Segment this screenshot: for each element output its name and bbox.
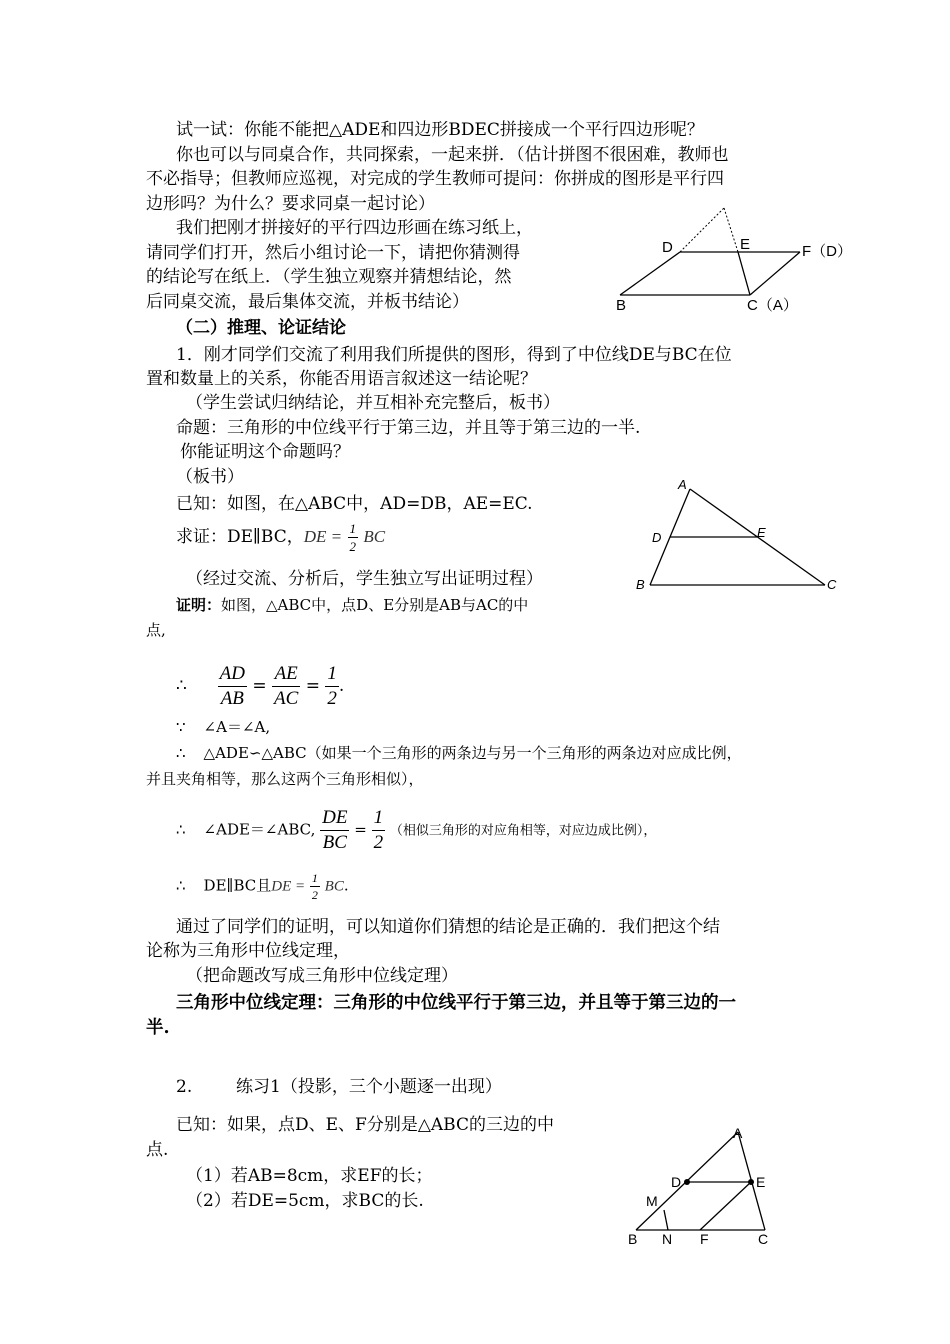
to-prove-lhs: DE = <box>303 527 343 546</box>
section2-line-1: 1．刚才同学们交流了利用我们所提供的图形，得到了中位线DE与BC在位 <box>176 345 732 365</box>
intro-line-7: 的结论写在纸上．（学生独立观察并猜想结论，然 <box>146 267 512 287</box>
label-E: E <box>757 525 766 540</box>
intro-line-1: 试一试：你能不能把△ADE和四边形BDEC拼接成一个平行四边形呢？ <box>176 120 704 140</box>
given: 已知：如图，在△ABC中，AD=DB，AE=EC. <box>176 494 533 514</box>
fraction-half-1: $\frac{1}{2}$ <box>327 663 337 709</box>
to-prove <box>176 522 385 553</box>
board-note: （板书） <box>176 467 244 487</box>
proof-step-3: ∴ △ADE∽△ABC（如果一个三角形的两条边与另一个三角形的两条边对应成比例， <box>176 744 742 762</box>
intro-line-5: 我们把刚才拼接好的平行四边形画在练习纸上， <box>176 218 533 238</box>
to-prove-prefix: 求证：DE∥BC， <box>176 527 304 547</box>
label-D: D <box>662 239 673 256</box>
proof-step-5: ∴ DE∥BC且DE = $\frac{1}{2}$ BC. <box>176 871 349 902</box>
label-A: A <box>733 1125 743 1141</box>
fraction-de-bc: $\frac{DE}{BC}$ <box>322 807 348 853</box>
label-E: E <box>756 1174 766 1190</box>
to-prove-rhs: BC <box>363 527 386 546</box>
proof-step-2: ∵ ∠A＝∠A, <box>176 718 271 736</box>
fraction-ae-ac: $\frac{AE}{AC}$ <box>274 663 299 709</box>
intro-line-3: 不必指导；但教师应巡视，对完成的学生教师可提问：你拼成的图形是平行四 <box>146 169 724 189</box>
label-C: C（A） <box>747 297 798 314</box>
fraction-half-2: $\frac{1}{2}$ <box>373 807 384 853</box>
conclusion-line-2: 论称为三角形中位线定理， <box>146 941 350 961</box>
proposition: 命题：三角形的中位线平行于第三边，并且等于第三边的一半. <box>176 418 641 438</box>
figure-triangle-midpoints <box>620 1120 780 1250</box>
intro-line-8: 后同桌交流，最后集体交流，并板书结论） <box>146 292 469 312</box>
figure-parallelogram <box>610 200 860 315</box>
label-M: M <box>646 1193 658 1209</box>
label-D: D <box>671 1174 682 1190</box>
label-F: F（D） <box>802 243 852 260</box>
proof-step-4: ∴ ∠ADE＝∠ABC, $\frac{DE}{BC}$ = $\frac{1}{2}$ （相似三角形的对应角相等，对应边成比例）， <box>176 807 657 853</box>
proof-line-1: 证明：如图，△ABC中，点D、E分别是AB与AC的中 <box>176 596 529 614</box>
section2-line-2: 置和数量上的关系，你能否用语言叙述这一结论呢？ <box>146 369 537 389</box>
label-E: E <box>740 236 751 253</box>
proof-line-1b: 点, <box>146 621 166 639</box>
label-C: C <box>758 1231 769 1247</box>
exercise-line-1b: 点. <box>146 1140 169 1160</box>
label-B: B <box>616 297 627 314</box>
label-A: A <box>678 477 687 492</box>
conclusion-line-1: 通过了同学们的证明，可以知道你们猜想的结论是正确的．我们把这个结 <box>176 917 720 937</box>
intro-line-4: 边形吗？为什么？要求同桌一起讨论） <box>146 194 435 214</box>
label-B: B <box>628 1231 638 1247</box>
proof-label: 证明： <box>176 596 222 614</box>
figure-triangle-midline <box>630 475 850 600</box>
section2-question: 你能证明这个命题吗？ <box>180 442 350 462</box>
label-N: N <box>662 1231 673 1247</box>
exercise-number: 2. <box>176 1077 193 1097</box>
exercise-title: 练习1（投影，三个小题逐一出现） <box>236 1077 502 1097</box>
proof-step-1: ∴ $\frac{AD}{AB}$ = $\frac{AE}{AC}$ = $\frac{1}{2}$ . <box>176 663 345 709</box>
label-D: D <box>652 530 662 545</box>
proof-step-3b: 并且夹角相等，那么这两个三角形相似）， <box>146 770 424 788</box>
section2-line-3: （学生尝试归纳结论，并互相补充完整后，板书） <box>186 393 560 413</box>
section-heading: （二）推理、论证结论 <box>176 318 346 338</box>
intro-line-6: 请同学们打开，然后小组讨论一下，请把你猜测得 <box>146 243 520 263</box>
label-F: F <box>700 1231 709 1247</box>
exercise-line-1: 已知：如果，点D、E、F分别是△ABC的三边的中 <box>176 1115 555 1135</box>
theorem-line-1: 三角形中位线定理：三角形的中位线平行于第三边，并且等于第三边的一 <box>176 993 736 1013</box>
fraction-ad-ab: $\frac{AD}{AB}$ <box>219 663 245 709</box>
conclusion-line-3: （把命题改写成三角形中位线定理） <box>186 966 458 986</box>
theorem-line-2: 半. <box>146 1018 170 1038</box>
exercise-question-1: （1）若AB=8cm，求EF的长； <box>186 1166 433 1186</box>
exercise-question-2: （2）若DE=5cm，求BC的长. <box>186 1191 424 1211</box>
label-B: B <box>636 577 645 592</box>
fraction-half-3: $\frac{1}{2}$ <box>311 871 318 902</box>
fraction-half: $\frac{1}{2}$ <box>349 521 357 554</box>
section2-line-4: （经过交流、分析后，学生独立写出证明过程） <box>186 569 543 589</box>
intro-line-2: 你也可以与同桌合作，共同探索，一起来拼．（估计拼图不很困难，教师也 <box>176 145 729 165</box>
label-C: C <box>827 577 837 592</box>
